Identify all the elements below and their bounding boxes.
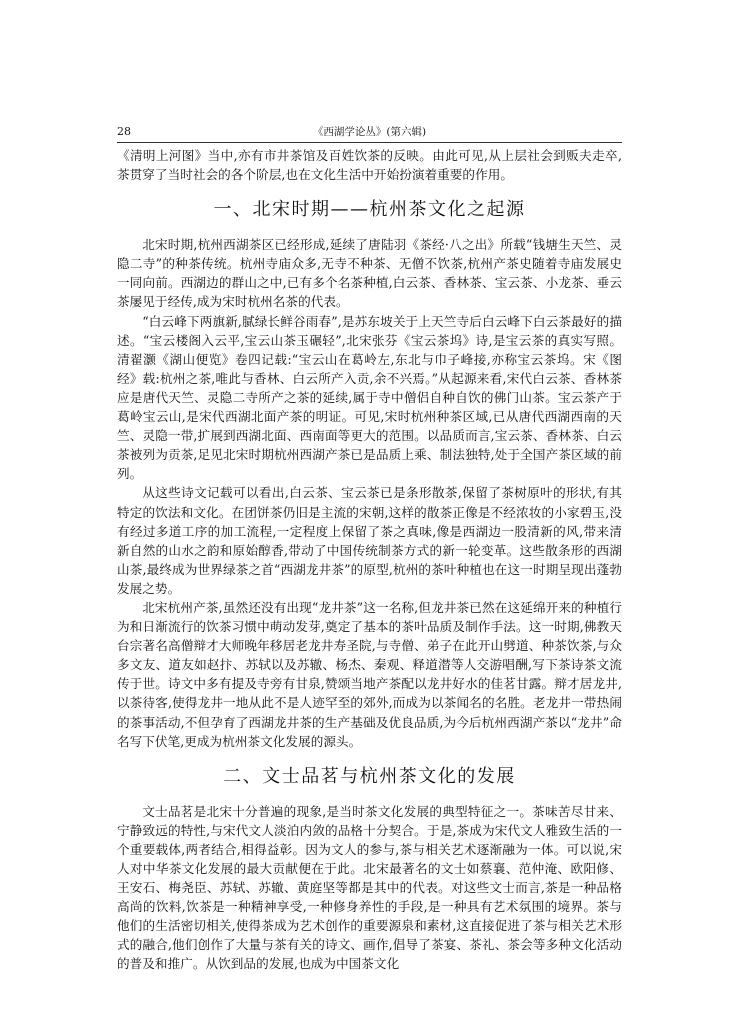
continued-paragraph: 《清明上河图》当中,亦有市井茶馆及百姓饮茶的反映。由此可见,从上层社会到贩夫走卒,茶贯穿了当时社会的各个阶层,也在文化生活中开始扮演着重要的作用。 (117, 148, 622, 183)
page-number: 28 (117, 125, 131, 138)
page-header (117, 123, 622, 141)
body-text (117, 146, 622, 974)
section-heading-2: 二、文士品茗与杭州茶文化的发展 (223, 765, 516, 787)
section-heading-1: 一、北宋时期——杭州茶文化之起源 (213, 199, 526, 221)
paragraph: 北宋杭州产茶,虽然还没有出现“龙井茶”这一名称,但龙井茶已然在这延绵开来的种植行为和日渐流行的饮茶习惯中萌动发芽,奠定了基本的茶叶品质及制作手法。这一时期,佛教天台宗著名高僧辩才大师晚年移居老龙井寿圣院,与寺僧、弟子在此开山劈道、种茶饮茶,与众多文友、道友如赵抃、苏轼以及苏辙、杨杰、秦观、释道潜等人交游唱酬,写下茶诗茶文流传于世。诗文中多有提及寺旁有甘泉,赞颂当地产茶配以龙井好水的佳茗甘露。辩才居龙井,以茶待客,使得龙井一地从此不是人迹罕至的郊外,而成为以茶闻名的名胜。老龙井一带热闹的茶事活动,不但孕育了西湖龙井茶的生产基础及优良品质,为今后杭州西湖产茶以“龙井”命名写下伏笔,更成为杭州茶文化发展的源头。 (117, 599, 622, 749)
running-title: 《西湖学论丛》(第六辑) (312, 126, 427, 138)
header-rule (117, 142, 622, 143)
paragraph: 文士品茗是北宋十分普遍的现象,是当时茶文化发展的典型特征之一。茶味苦尽甘来、宁静致远的特性,与宋代文人淡泊内敛的品格十分契合。于是,茶成为宋代文人雅致生活的一个重要载体,两者结合,相得益彰。因为文人的参与,茶与相关艺术逐渐融为一体。可以说,宋人对中华茶文化发展的最大贡献便在于此。北宋最著名的文士如蔡襄、范仲淹、欧阳修、王安石、梅尧臣、苏轼、苏辙、黄庭坚等都是其中的代表。对这些文士而言,茶是一种品格高尚的饮料,饮茶是一种精神享受,一种修身养性的手段,是一种具有艺术氛围的境界。茶与他们的生活密切相关,使得茶成为艺术创作的重要源泉和素材,这直接促进了茶与相关艺术形式的融合,他们创作了大量与茶有关的诗文、画作,倡导了茶宴、茶礼、茶会等多种文化活动的普及和推广。从饮到品的发展,也成为中国茶文化 (117, 803, 622, 972)
paragraph: 从这些诗文记载可以看出,白云茶、宝云茶已是条形散茶,保留了茶树原叶的形状,有其特定的饮法和文化。在团饼茶仍旧是主流的宋朝,这样的散茶正像是不经浓妆的小家碧玉,没有经过多道工序的加工流程,一定程度上保留了茶之真味,像是西湖边一股清新的风,带来清新自然的山水之韵和原始醇香,带动了中国传统制茶方式的新一轮变革。这些散条形的西湖山茶,最终成为世界绿茶之首“西湖龙井茶”的原型,杭州的茶叶种植也在这一时期呈现出蓬勃发展之势。 (117, 485, 622, 596)
paragraph: 北宋时期,杭州西湖茶区已经形成,延续了唐陆羽《茶经·八之出》所载“钱塘生天竺、灵隐二寺”的种茶传统。杭州寺庙众多,无寺不种茶、无僧不饮茶,杭州产茶史随着寺庙发展史一同向前。西湖边的群山之中,已有多个名茶种植,白云茶、香林茶、宝云茶、小龙茶、垂云茶屡见于经传,成为宋时杭州名茶的代表。 (117, 237, 622, 310)
paragraph: “白云峰下两旗新,腻绿长鲜谷雨春”,是苏东坡关于上天竺寺后白云峰下白云茶最好的描述。“宝云楼阁入云平,宝云山茶玉碾轻”,北宋张芬《宝云茶坞》诗,是宝云茶的真实写照。清翟灏《湖山便览》卷四记载:“宝云山在葛岭左,东北与巾子峰接,亦称宝云茶坞。宋《图经》载:杭州之茶,唯此与香林、白云所产入贡,余不兴焉。”从起源来看,宋代白云茶、香林茶应是唐代天竺、灵隐二寺所产之茶的延续,属于寺中僧侣自种自饮的佛门山茶。宝云茶产于葛岭宝云山,是宋代西湖北面产茶的明证。可见,宋时杭州种茶区域,已从唐代西湖西南的天竺、灵隐一带,扩展到西湖北面、西南面等更大的范围。以品质而言,宝云茶、香林茶、白云茶被列为贡茶,足见北宋时期杭州西湖产茶已是品质上乘、制法独特,处于全国产茶区域的前列。 (117, 313, 622, 482)
